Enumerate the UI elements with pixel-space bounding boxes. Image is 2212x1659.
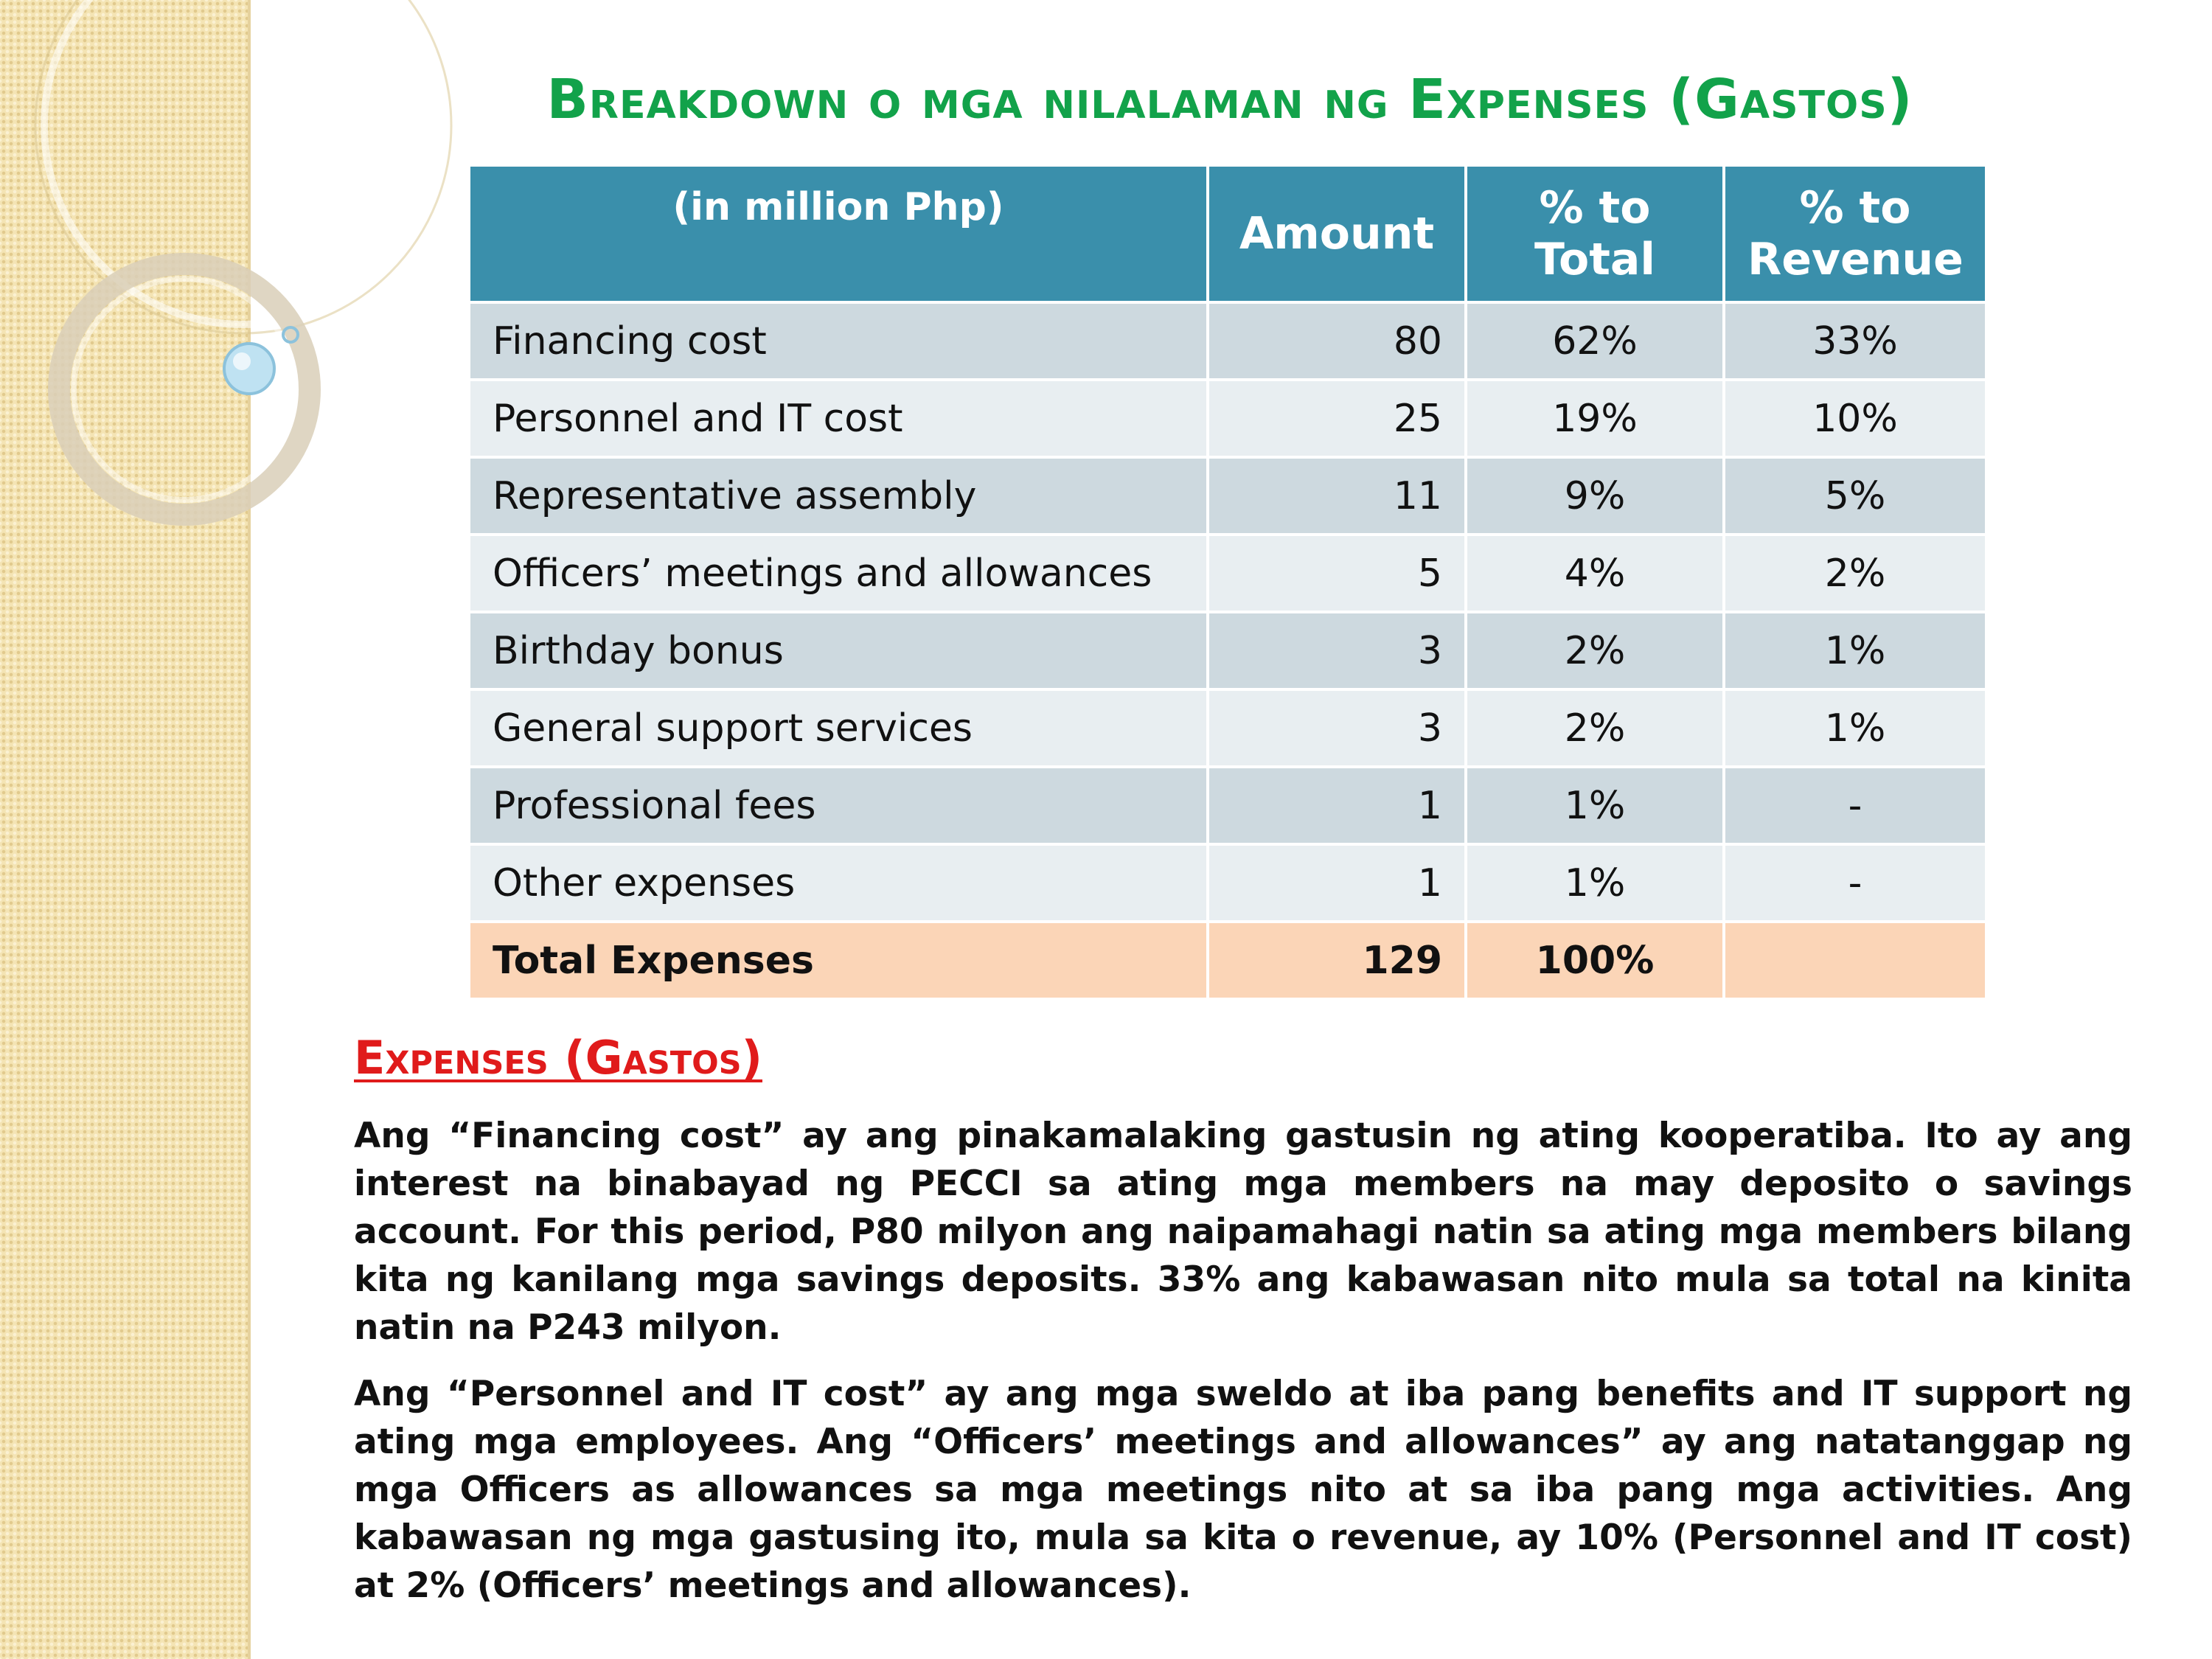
total-label: Total Expenses <box>470 923 1209 1001</box>
row-pct-total: 4% <box>1467 536 1725 613</box>
table-row <box>470 613 1985 691</box>
row-amount: 5 <box>1209 536 1467 613</box>
row-amount: 1 <box>1209 846 1467 923</box>
row-pct-revenue: - <box>1725 768 1985 846</box>
table-row <box>470 768 1985 846</box>
header-label: (in million Php) <box>470 167 1209 304</box>
row-pct-revenue: 33% <box>1725 304 1985 381</box>
row-pct-revenue: 2% <box>1725 536 1985 613</box>
row-pct-total: 2% <box>1467 691 1725 768</box>
row-pct-total: 1% <box>1467 768 1725 846</box>
row-label: Birthday bonus <box>470 613 1209 691</box>
table-row <box>470 536 1985 613</box>
row-pct-revenue: 1% <box>1725 613 1985 691</box>
row-label: Professional fees <box>470 768 1209 846</box>
header-pct-revenue: % to Revenue <box>1725 167 1985 304</box>
row-pct-revenue: 10% <box>1725 381 1985 459</box>
row-amount: 25 <box>1209 381 1467 459</box>
table-row <box>470 381 1985 459</box>
row-pct-revenue: 1% <box>1725 691 1985 768</box>
header-amount: Amount <box>1209 167 1467 304</box>
row-label: Other expenses <box>470 846 1209 923</box>
row-amount: 11 <box>1209 459 1467 536</box>
total-pct-revenue <box>1725 923 1985 1001</box>
row-pct-total: 9% <box>1467 459 1725 536</box>
row-pct-total: 19% <box>1467 381 1725 459</box>
row-label: Officers’ meetings and allowances <box>470 536 1209 613</box>
row-amount: 3 <box>1209 691 1467 768</box>
row-pct-total: 1% <box>1467 846 1725 923</box>
table-row <box>470 846 1985 923</box>
row-amount: 3 <box>1209 613 1467 691</box>
row-amount: 80 <box>1209 304 1467 381</box>
table-row <box>470 691 1985 768</box>
row-label: Personnel and IT cost <box>470 381 1209 459</box>
row-pct-revenue: 5% <box>1725 459 1985 536</box>
row-label: General support services <box>470 691 1209 768</box>
paragraph-financing-cost: Ang “Financing cost” ay ang pinakamalaking gastusin ng ating kooperatiba. Ito ay ang interest na binabayad ng PECCI sa ating mga members na may deposito o savings account. For this period, P80 milyon ang naipamahagi natin sa ating mga members bilang kita ng kanilang mga savings deposits. 33% ang kabawasan nito mula sa total na kinita natin na P243 milyon. <box>354 1116 2132 1348</box>
total-pct-total: 100% <box>1467 923 1725 1001</box>
row-label: Financing cost <box>470 304 1209 381</box>
table-total-row <box>470 923 1985 1001</box>
header-pct-total: % to Total <box>1467 167 1725 304</box>
row-label: Representative assembly <box>470 459 1209 536</box>
row-pct-total: 62% <box>1467 304 1725 381</box>
row-pct-revenue: - <box>1725 846 1985 923</box>
table-header-row <box>470 167 1985 304</box>
table-row <box>470 459 1985 536</box>
table-row <box>470 304 1985 381</box>
page-title: Breakdown o mga nilalaman ng Expenses (Gastos) <box>546 68 1913 131</box>
total-amount: 129 <box>1209 923 1467 1001</box>
expenses-table <box>470 167 1985 1001</box>
row-pct-total: 2% <box>1467 613 1725 691</box>
section-heading: Expenses (Gastos) <box>354 1031 762 1085</box>
row-amount: 1 <box>1209 768 1467 846</box>
paragraph-personnel-cost: Ang “Personnel and IT cost” ay ang mga sweldo at iba pang benefits and IT support ng ating mga employees. Ang “Officers’ meetings and allowances” ay ang natatanggap ng mga Officers as allowances sa mga meetings nito at sa iba pang mga activities. Ang kabawasan ng mga gastusing ito, mula sa kita o revenue, ay 10% (Personnel and IT cost) at 2% (Officers’ meetings and allowances). <box>354 1374 2132 1606</box>
